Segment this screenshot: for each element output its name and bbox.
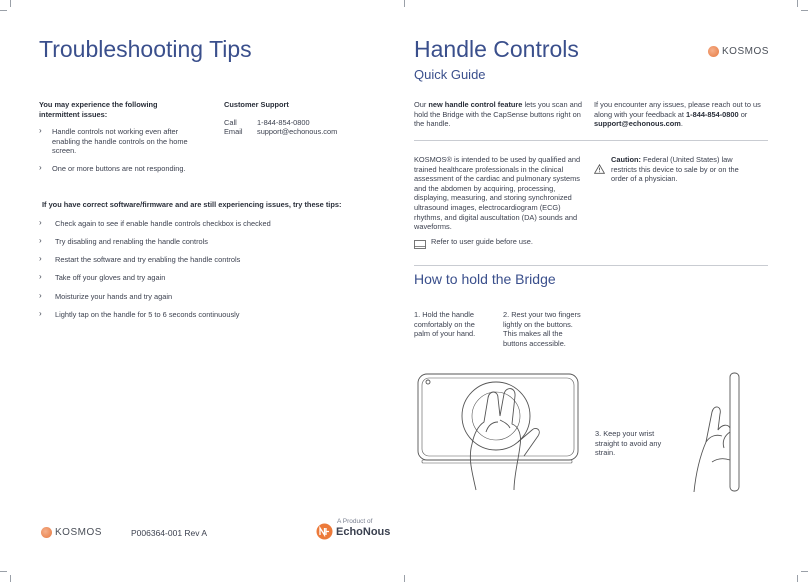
divider <box>414 140 768 141</box>
chevron-icon: › <box>39 126 42 135</box>
caution-label: Caution: <box>611 155 641 164</box>
issue-item: Handle controls not working even after enabling the handle controls on the home screen. <box>52 127 188 156</box>
caution-note <box>611 155 756 184</box>
intro-text: lets you scan and hold the Bridge with the CapSense buttons right on the handle. <box>414 100 582 129</box>
step-1: 1. Hold the handle comfortably on the palm of your hand. <box>414 310 476 339</box>
crop-mark <box>0 571 7 572</box>
contact-text: If you encounter any issues, please reach out to us along with your feedback at <box>594 100 761 119</box>
indications-text: KOSMOS® is intended to be used by qualified and trained healthcare professionals in the clinical assessment of the cardiac and pulmonary systems and the abdomen by acquiring, processing, displaying, measuring, and storing synchronized ultrasound images, electrocardiogram (ECG) rhythms, and digital auscultation (DA) sounds and waveforms. <box>414 155 581 232</box>
bridge-back-illustration <box>414 372 586 497</box>
chevron-icon: › <box>39 236 42 245</box>
call-label: Call <box>224 118 237 127</box>
echonous-logo-icon <box>316 523 333 540</box>
doc-number: P006364-001 Rev A <box>131 528 208 538</box>
chevron-icon: › <box>39 218 42 227</box>
feature-intro <box>414 100 582 129</box>
kosmos-logo-icon <box>41 527 52 538</box>
chevron-icon: › <box>39 309 42 318</box>
echonous-logo <box>316 523 390 540</box>
email-label: Email <box>224 127 243 136</box>
crop-mark <box>797 0 798 7</box>
book-icon <box>414 236 426 254</box>
tip-item: Check again to see if enable handle controls checkbox is checked <box>55 219 271 228</box>
issue-item: One or more buttons are not responding. <box>52 164 186 173</box>
support-heading: Customer Support <box>224 100 289 109</box>
section-title: How to hold the Bridge <box>414 271 556 287</box>
email-value: support@echonous.com <box>257 127 338 136</box>
user-guide-note: Refer to user guide before use. <box>431 237 533 246</box>
chevron-icon: › <box>39 272 42 281</box>
issues-intro: You may experience the following intermittent issues: <box>39 100 158 119</box>
tips-heading: If you have correct software/firmware and are still experiencing issues, try these tips: <box>42 200 342 209</box>
page-title: Handle Controls <box>414 36 579 62</box>
fold-mark <box>404 0 405 7</box>
crop-mark <box>801 571 808 572</box>
kosmos-wordmark: KOSMOS <box>55 527 102 538</box>
kosmos-wordmark: KOSMOS <box>722 46 769 57</box>
page-title: Troubleshooting Tips <box>39 36 252 62</box>
contact-note <box>594 100 768 129</box>
product-of-label: A Product of <box>337 518 373 525</box>
bridge-side-illustration <box>690 372 750 497</box>
crop-mark <box>10 0 11 7</box>
kosmos-logo <box>708 46 769 57</box>
tip-item: Lightly tap on the handle for 5 to 6 seconds continuously <box>55 310 240 319</box>
caution-text: Federal (United States) law restricts this device to sale by or on the order of a physician. <box>611 155 739 184</box>
intro-text: Our <box>414 100 429 109</box>
crop-mark <box>0 10 7 11</box>
chevron-icon: › <box>39 254 42 263</box>
crop-mark <box>10 575 11 582</box>
step-3: 3. Keep your wrist straight to avoid any strain. <box>595 429 662 458</box>
contact-email: support@echonous.com <box>594 119 681 129</box>
kosmos-logo-icon <box>708 46 719 57</box>
contact-text: . <box>680 119 683 129</box>
step-2: 2. Rest your two fingers lightly on the buttons. This makes all the buttons accessible. <box>503 310 581 348</box>
fold-mark <box>404 575 405 582</box>
intro-highlight: new handle control feature <box>428 100 523 109</box>
call-value: 1-844-854-0800 <box>257 118 310 127</box>
tip-item: Moisturize your hands and try again <box>55 292 173 301</box>
kosmos-logo <box>41 527 102 538</box>
echonous-wordmark: EchoNous <box>336 525 391 538</box>
tip-item: Try disabling and renabling the handle controls <box>55 237 208 246</box>
chevron-icon: › <box>39 163 42 172</box>
tip-item: Take off your gloves and try again <box>55 273 166 282</box>
contact-text: or <box>738 109 748 119</box>
warning-icon <box>594 161 605 179</box>
tip-item: Restart the software and try enabling the handle controls <box>55 255 241 264</box>
page-subtitle: Quick Guide <box>414 67 486 82</box>
contact-phone: 1-844-854-0800 <box>686 109 739 119</box>
chevron-icon: › <box>39 291 42 300</box>
crop-mark <box>797 575 798 582</box>
crop-mark <box>801 10 808 11</box>
divider <box>414 265 768 266</box>
